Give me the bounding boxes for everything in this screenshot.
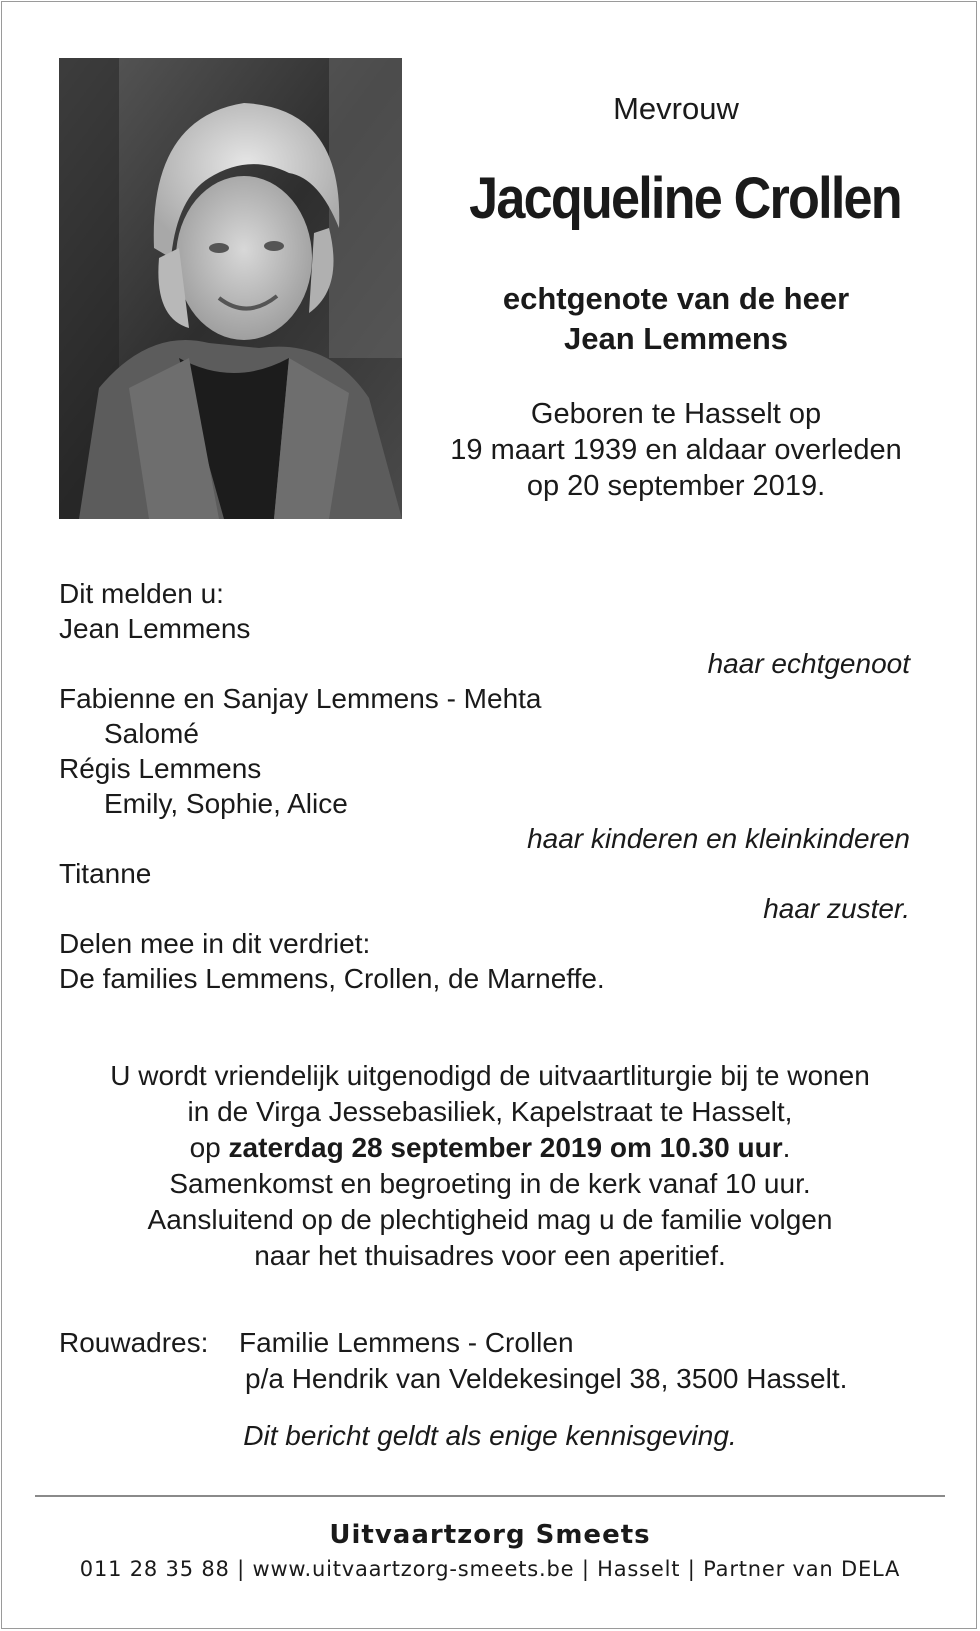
husband-role: haar echtgenoot	[707, 648, 910, 679]
grandchild-1: Salomé	[104, 718, 199, 749]
child-2: Régis Lemmens	[59, 753, 262, 784]
child-1: Fabienne en Sanjay Lemmens - Mehta	[59, 683, 542, 714]
spouse-line-2: Jean Lemmens	[564, 321, 788, 356]
honorific: Mevrouw	[613, 91, 739, 126]
invite-line-3-pre: op	[189, 1132, 229, 1163]
sister-role: haar zuster.	[763, 893, 910, 924]
spouse-block	[430, 279, 922, 359]
invite-line-6: naar het thuisadres voor een aperitief.	[254, 1240, 726, 1271]
deceased-name: Jacqueline Crollen	[469, 166, 901, 231]
undertaker-contact: 011 28 35 88 | www.uitvaartzorg-smeets.be | Hasselt | Partner van DELA	[79, 1557, 901, 1581]
spouse-line-1: echtgenote van de heer	[502, 281, 850, 316]
announcement-intro: Dit melden u:	[59, 578, 224, 609]
sister-name: Titanne	[59, 858, 152, 889]
share-intro: Delen mee in dit verdriet:	[59, 928, 371, 959]
husband-name: Jean Lemmens	[59, 613, 251, 644]
invite-line-1: U wordt vriendelijk uitgenodigd de uitvaartliturgie bij te wonen	[110, 1060, 870, 1091]
invite-line-5: Aansluitend op de plechtigheid mag u de familie volgen	[147, 1204, 833, 1235]
funeral-date-time: zaterdag 28 september 2019 om 10.30 uur	[228, 1132, 783, 1163]
birth-death-block	[420, 396, 932, 504]
notice-text: Dit bericht geldt als enige kennisgeving.	[243, 1420, 737, 1451]
children-role: haar kinderen en kleinkinderen	[527, 823, 910, 854]
undertaker-name: Uitvaartzorg Smeets	[329, 1520, 651, 1550]
portrait-photo	[59, 58, 402, 519]
birth-line-1: Geboren te Hasselt op	[530, 398, 822, 430]
families: De families Lemmens, Crollen, de Marneffe.	[59, 963, 605, 994]
address-line-2: p/a Hendrik van Veldekesingel 38, 3500 Hasselt.	[245, 1363, 848, 1394]
address-label: Rouwadres:	[59, 1327, 209, 1358]
invite-line-3	[40, 1130, 940, 1166]
birth-line-2: 19 maart 1939 en aldaar overleden	[450, 434, 902, 466]
address-line-1: Familie Lemmens - Crollen	[239, 1327, 574, 1358]
invite-line-2: in de Virga Jessebasiliek, Kapelstraat te Hasselt,	[187, 1096, 793, 1127]
invite-line-3-post: .	[782, 1132, 791, 1163]
invite-line-4: Samenkomst en begroeting in de kerk vanaf 10 uur.	[169, 1168, 811, 1199]
funeral-invitation	[40, 1058, 940, 1274]
birth-line-3: op 20 september 2019.	[526, 470, 826, 502]
footer-divider	[35, 1495, 945, 1497]
grandchildren-2: Emily, Sophie, Alice	[104, 788, 348, 819]
